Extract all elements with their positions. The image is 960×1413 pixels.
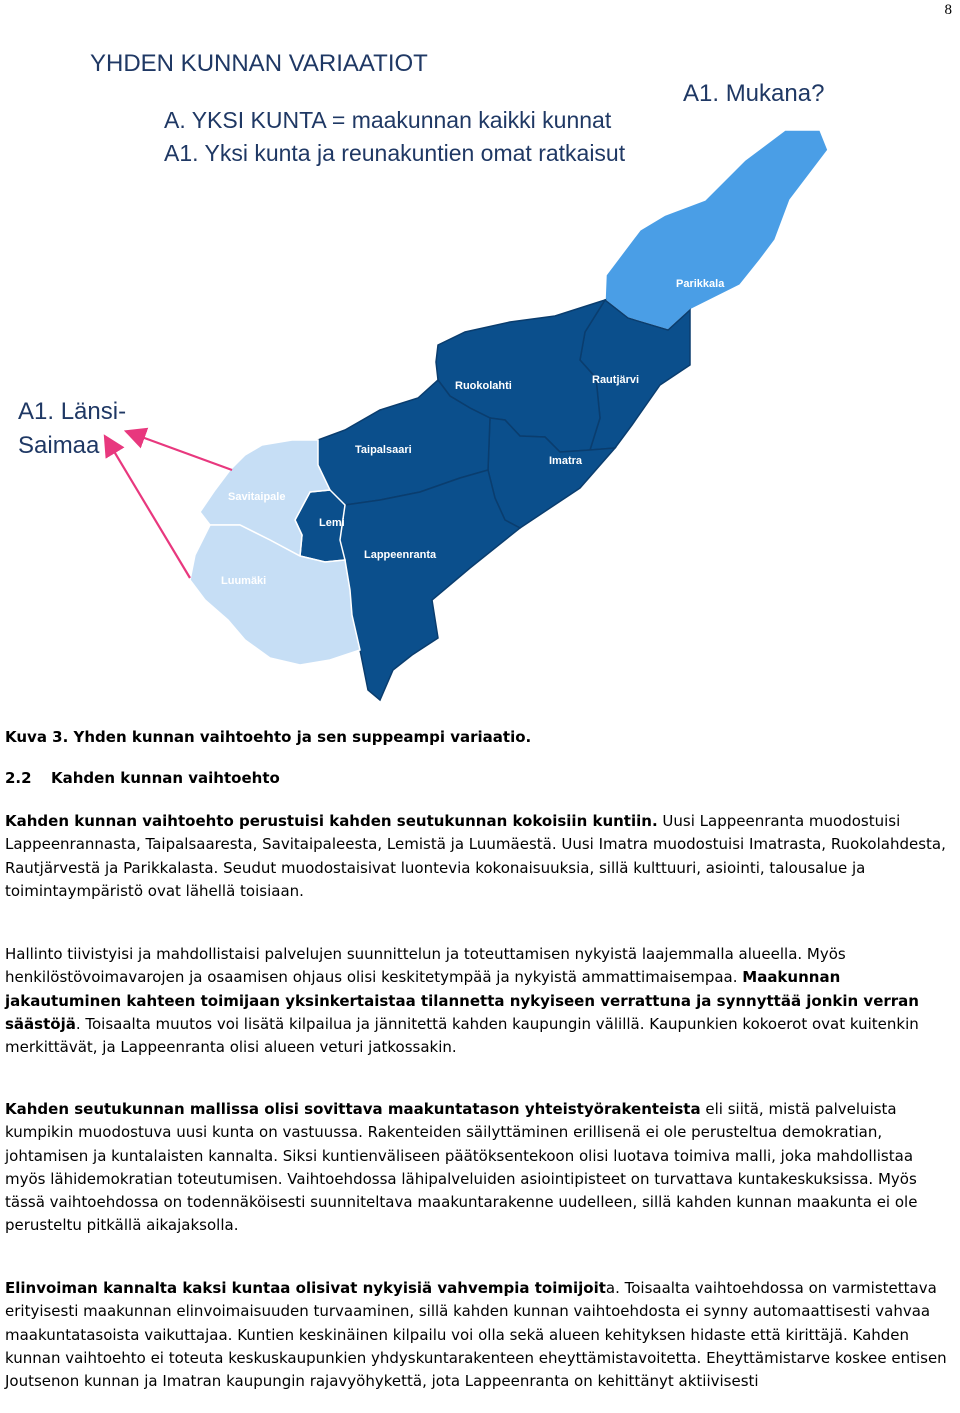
paragraph-3-text: eli siitä, mistä palveluista kumpikin muodostuva uusi kunta on vastuussa. Rakenteiden säilyttäminen erillisenä ei ole perusteltua demokratian, johtamisen ja kuntalaisten kannalta. Siksi kuntienväliseen päätöksentekoon olisi luotava toimiva malli, joka mahdollistaa myös lähidemokratian toteutumisen. Vaihtoehdossa lähipalveluiden asiointipisteet on turvattava kuntakeskuksissa. Myös tässä vaihtoehdossa on todennäköisesti suunniteltava maakuntarakenne uudelleen, sillä kahden kunnan maakunta ei ole perusteltu pitkällä aikajaksolla.: [5, 1100, 918, 1235]
paragraph-3: [5, 1098, 955, 1238]
slide-label-lansi-saimaa: A1. Länsi-Saimaa: [18, 398, 127, 459]
map-label-parikkala: Parikkala: [676, 278, 725, 290]
map-label-luumaki: Luumäki: [221, 575, 267, 587]
section-heading: [5, 767, 955, 790]
paragraph-1-bold: Kahden kunnan vaihtoehto perustuisi kahden seutukunnan kokoisiin kuntiin.: [5, 812, 658, 830]
paragraph-4-bold: Elinvoiman kannalta kaksi kuntaa olisivat nykyisiä vahvempia toimijoit: [5, 1279, 606, 1297]
paragraph-2-bold: Maakunnan jakautuminen kahteen toimijaan yksinkertaistaa tilannetta nykyiseen verrattuna ja synnyttää jonkin verran säästöjä: [5, 968, 919, 1033]
paragraph-4: [5, 1277, 955, 1393]
page-number: 8: [944, 2, 952, 18]
slide-label-mukana: A1. Mukana?: [683, 80, 825, 107]
map-label-savitaipale: Savitaipale: [228, 491, 286, 503]
map-label-lappeenranta: Lappeenranta: [364, 549, 437, 561]
map-label-taipalsaari: Taipalsaari: [355, 444, 412, 456]
paragraph-3-bold: Kahden seutukunnan mallissa olisi sovittava maakuntatason yhteistyörakenteista: [5, 1100, 701, 1118]
map-label-rautjarvi: Rautjärvi: [592, 374, 640, 386]
paragraph-2-text-b: . Toisaalta muutos voi lisätä kilpailua ja jännitettä kahden kaupungin välillä. Kaupunkien kokoerot ovat kuitenkin merkittävät, ja Lappeenranta olisi alueen veturi jatkossakin.: [5, 1014, 919, 1057]
map-label-ruokolahti: Ruokolahti: [455, 380, 512, 392]
map-label-lemi: Lemi: [319, 517, 345, 529]
arrow-to-luumaki: [106, 438, 190, 578]
slide-title: YHDEN KUNNAN VARIAATIOT: [90, 50, 428, 77]
map-region-parikkala: [605, 130, 828, 330]
paragraph-1: [5, 810, 955, 903]
section-title: Kahden kunnan vaihtoehto: [51, 769, 280, 787]
arrow-to-savitaipale: [128, 432, 232, 470]
paragraph-2: [5, 943, 955, 1059]
slide-subtitle-a1: A1. Yksi kunta ja reunakuntien omat ratkaisut: [164, 140, 626, 166]
map-region-lappeenranta: [340, 470, 520, 700]
paragraph-4-text: a. Toisaalta vaihtoehdossa on varmistettava erityisesti maakunnan elinvoimaisuuden turvaaminen, sillä kahden kunnan vaihtoehdosta ei synny automaattisesti vahvaa maakuntatasoista vaikuttajaa. Kuntien keskinäinen kilpailu voi olla sekä alueen kehityksen hidaste että kirittäjä. Kahden kunnan vaihtoehto ei toteuta keskuskaupunkien yhdyskuntarakenteen eheyttämistavoitetta. Eheyttämistarve koskee entisen Joutsenon kunnan ja Imatran kaupungin rajavyöhykettä, jota Lappeenranta on kehittänyt aktiivisesti: [5, 1279, 947, 1391]
map-label-imatra: Imatra: [549, 455, 583, 467]
slide-subtitle-a: A. YKSI KUNTA = maakunnan kaikki kunnat: [164, 107, 612, 133]
figure-caption: Kuva 3. Yhden kunnan vaihtoehto ja sen suppeampi variaatio.: [5, 728, 532, 746]
paragraph-2-text-a: Hallinto tiivistyisi ja mahdollistaisi palvelujen suunnittelun ja toteuttamisen nykyistä laajemmalla alueella. Myös henkilöstövoimavarojen ja osaamisen ohjaus olisi keskitetympää ja nykyistä ammattimaisempaa.: [5, 945, 846, 987]
section-number: 2.2: [5, 769, 32, 787]
paragraph-1-text: Uusi Lappeenranta muodostuisi Lappeenrannasta, Taipalsaaresta, Savitaipaleesta, Lemistä ja Luumäestä. Uusi Imatra muodostuisi Imatrasta, Ruokolahdesta, Rautjärvestä ja Parikkalasta. Seudut muodostaisivat luontevia kokonaisuuksia, sillä kulttuuri, asiointi, talousalue ja toimintaympäristö ovat lähellä toisiaan.: [5, 812, 946, 900]
